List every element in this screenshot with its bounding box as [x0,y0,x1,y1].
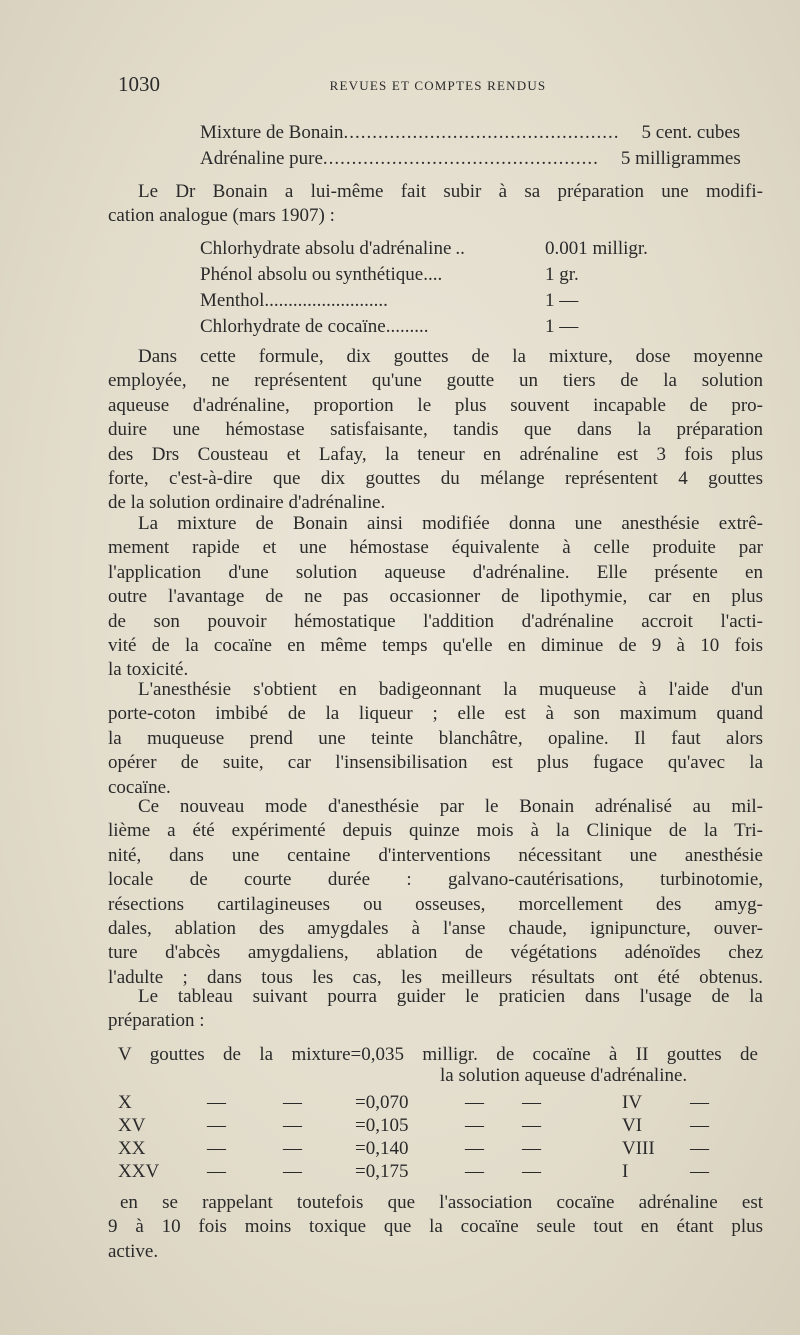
ditto-mark: — [207,1092,226,1113]
formula1-label: Adrénaline pure [200,148,323,169]
text-line: opérer de suite, car l'insensibilisation est plus fugace qu'avec la [108,752,763,774]
text-line: Le Dr Bonain a lui-même fait subir à sa préparation une modifi- [138,181,763,202]
paragraph [108,345,763,516]
formula1-row [200,146,741,172]
paragraph [108,1191,763,1264]
ditto-mark: — [465,1138,484,1159]
text-line: locale de courte durée : galvano-cautérisations, turbinotomie, [108,869,763,891]
page-header [118,72,758,106]
ditto-mark: — [283,1138,302,1159]
text-line: Dans cette formule, dix gouttes de la mixture, dose moyenne [138,346,763,367]
ditto-mark: — [522,1161,541,1182]
ditto-mark: — [522,1092,541,1113]
leader-dots: ................................................ [322,148,599,169]
text-line: ture d'abcès amygdaliens, ablation de végétations adénoïdes chez [108,942,763,964]
leader-dots: ......... [385,316,429,337]
text-line: de son pouvoir hémostatique l'addition d'adrénaline accroit l'acti- [108,610,763,632]
ditto-mark: — [465,1161,484,1182]
leader-dots: .......................... [264,290,388,311]
leader-dots: .. [455,238,465,259]
text-line: L'anesthésie s'obtient en badigeonnant la muqueuse à l'aide d'un [138,679,763,700]
ditto-mark: — [207,1161,226,1182]
ditto-mark: — [465,1092,484,1113]
text-line: de la solution ordinaire d'adrénaline. [108,492,386,514]
table-cell: XX [118,1138,146,1159]
ditto-mark: — [283,1092,302,1113]
text-line: Le tableau suivant pourra guider le praticien dans l'usage de la [138,986,763,1007]
text-line: cocaïne. [108,776,171,798]
formula2-label: Menthol [200,290,265,311]
paragraph [108,985,763,1034]
text-line: l'adulte ; dans tous les cas, les meilleurs résultats ont été obtenus. [108,966,763,988]
table-value: =0,175 [355,1161,409,1182]
text-line: l'application d'une solution aqueuse d'adrénaline. Elle présente en [108,561,763,583]
text-line: préparation : [108,1010,205,1032]
text-line: active. [108,1240,159,1262]
ditto-mark: — [207,1138,226,1159]
text-line: dales, ablation des amygdales à l'anse chaude, ignipuncture, ouver- [108,917,763,939]
text-line: V gouttes de la mixture=0,035 milligr. de cocaïne à II gouttes de [118,1044,758,1065]
ditto-mark: — [207,1115,226,1136]
table-value: =0,105 [355,1115,409,1136]
formula2-row [200,236,710,262]
ditto-mark: — [690,1138,709,1159]
text-line: vité de la cocaïne en même temps qu'elle en diminue de 9 à 10 fois [108,634,763,656]
formula2-value: 1 gr. [545,264,579,285]
formula2-row [200,314,710,340]
text-line: duire une hémostase satisfaisante, tandis que dans la préparation [108,419,763,441]
leader-dots: .... [423,264,443,285]
text-line: des Drs Cousteau et Lafay, la teneur en adrénaline est 3 fois plus [108,443,763,465]
text-line: la muqueuse prend une teinte blanchâtre, opaline. Il faut alors [108,727,763,749]
ditto-mark: — [690,1115,709,1136]
paragraph [108,795,763,990]
ditto-mark: — [465,1115,484,1136]
formula2-value: 1 — [545,316,579,337]
formula1-label: Mixture de Bonain [200,122,344,143]
table-cell: X [118,1092,132,1113]
formula2-label: Chlorhydrate de cocaïne [200,316,386,337]
table-cell: VI [622,1115,643,1136]
text-line: résections cartilagineuses ou osseuses, morcellement des amyg- [108,893,763,915]
ditto-mark: — [283,1115,302,1136]
formula2-value: 0.001 milligr. [545,238,648,259]
text-line: outre l'avantage de ne pas occasionner de lipothymie, car en plus [108,586,763,608]
text-line: nité, dans une centaine d'interventions nécessitant une anesthésie [108,844,763,866]
formula2-label: Phénol absolu ou synthétique [200,264,424,285]
text-line: la toxicité. [108,659,189,681]
text-line: cation analogue (mars 1907) : [108,205,335,227]
formula2-value: 1 — [545,290,579,311]
table-value: =0,070 [355,1092,409,1113]
formula1-value: 5 cent. cubes [641,122,741,143]
table-value: =0,140 [355,1138,409,1159]
leader-dots: ................................................ [343,122,620,143]
text-line: forte, c'est-à-dire que dix gouttes du mélange représentent 4 gouttes [108,467,763,489]
text-line: Ce nouveau mode d'anesthésie par le Bonain adrénalisé au mil- [138,796,763,817]
ditto-mark: — [690,1161,709,1182]
ditto-mark: — [522,1138,541,1159]
paragraph [108,678,763,800]
text-line: lième a été expérimenté depuis quinze mois à la Clinique de la Tri- [108,820,763,842]
text-line: porte-coton imbibé de la liqueur ; elle est à son maximum quand [108,703,763,725]
text-line: employée, ne représentent qu'une goutte un tiers de la solution [108,370,763,392]
intro-paragraph [108,180,763,229]
page-number: 1030 [118,72,160,96]
ditto-mark: — [690,1092,709,1113]
formula2-row [200,262,710,288]
formula2-row [200,288,710,314]
text-line: en se rappelant toutefois que l'association cocaïne adrénaline est [120,1192,763,1213]
table-intro-line2: la solution aqueuse d'adrénaline. [440,1065,688,1086]
table-cell: XXV [118,1161,160,1182]
table-cell: I [622,1161,629,1182]
formula2-label: Chlorhydrate absolu d'adrénaline [200,238,452,259]
table-cell: XV [118,1115,146,1136]
text-line: mement rapide et une hémostase équivalente à celle produite par [108,537,763,559]
ditto-mark: — [522,1115,541,1136]
table-cell: IV [622,1092,643,1113]
running-title: REVUES ET COMPTES RENDUS [329,78,547,93]
formula1-row [200,120,741,146]
text-line: La mixture de Bonain ainsi modifiée donna une anesthésie extrê- [138,513,763,534]
paragraph [108,512,763,683]
table-cell: VIII [622,1138,655,1159]
ditto-mark: — [283,1161,302,1182]
text-line: 9 à 10 fois moins toxique que la cocaïne seule tout en étant plus [108,1216,763,1238]
text-line: aqueuse d'adrénaline, proportion le plus souvent incapable de pro- [108,394,763,416]
formula1-value: 5 milligrammes [620,148,741,169]
